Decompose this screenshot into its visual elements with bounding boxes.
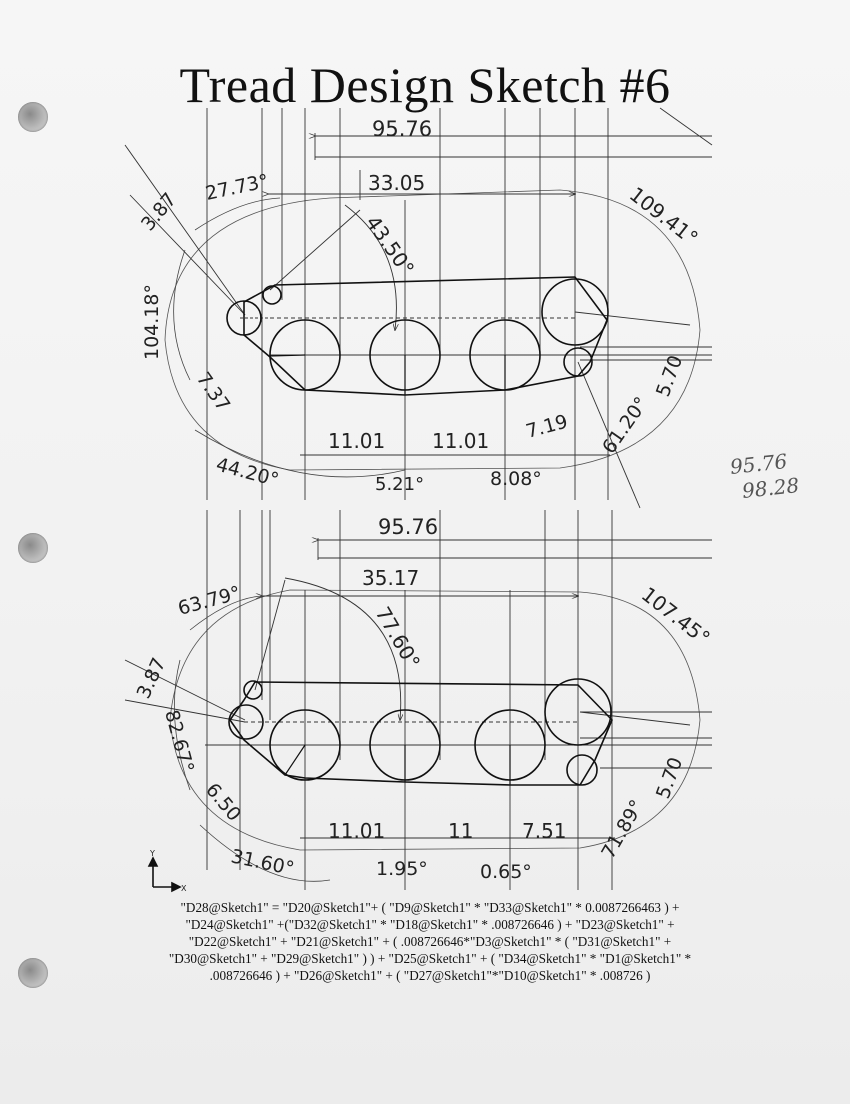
dim-top-angle-slope: 43.50° [360, 211, 420, 280]
dim-top-angle-right: 109.41° [624, 182, 703, 251]
dim-top-spacing-1: 11.01 [328, 429, 386, 453]
dim-bottom-angle-left: 82.67° [160, 707, 198, 776]
dim-bottom-angle-mid-1: 1.95° [376, 858, 428, 880]
dim-bottom-angle-right: 107.45° [636, 582, 715, 651]
dim-top-angle-mid-1: 5.21° [375, 474, 425, 495]
axis-y-label: Y [150, 849, 155, 858]
equation-line: "D28@Sketch1" = "D20@Sketch1"+ ( "D9@Sketch1" * "D33@Sketch1" * 0.0087266463 ) + [180, 900, 680, 915]
dim-top-offset-right: 7.19 [523, 410, 571, 443]
handwritten-note-2: 98.28 [740, 473, 801, 503]
dim-bottom-angle-mid-2: 0.65° [480, 861, 532, 883]
dim-top-angle-top-left: 27.73° [203, 170, 271, 205]
sketch-bottom [125, 510, 715, 893]
dim-top-span: 33.05 [368, 171, 426, 195]
dim-top-angle-left: 104.18° [141, 284, 163, 360]
dim-top-small-right: 5.70 [652, 352, 688, 400]
equation-line: "D24@Sketch1" +("D32@Sketch1" * "D18@Sketch1" * .008726646 ) + "D23@Sketch1" + [185, 917, 675, 932]
dim-bottom-spacing-2: 11 [448, 819, 474, 843]
dim-bottom-angle-bottom-right: 71.89° [597, 796, 649, 863]
handwritten-note-1: 95.76 [728, 449, 789, 479]
dim-bottom-span: 35.17 [362, 566, 420, 590]
equation-line: "D22@Sketch1" + "D21@Sketch1" + ( .008726646*"D3@Sketch1" * ( "D31@Sketch1" + [188, 934, 672, 949]
dim-bottom-angle-top-left: 63.79° [175, 582, 244, 620]
sketch-top [125, 108, 712, 508]
dim-top-offset-left: 7.37 [191, 368, 235, 416]
dim-top-spacing-2: 11.01 [432, 429, 490, 453]
dim-bottom-offset-left: 6.50 [201, 779, 246, 826]
dim-bottom-angle-slope: 77.60° [370, 602, 426, 673]
equation-line: .008726646 ) + "D26@Sketch1" + ( "D27@Sketch1"*"D10@Sketch1" * .008726 ) [209, 968, 651, 983]
page-title: Tread Design Sketch #6 [179, 57, 671, 113]
dim-bottom-small-right: 5.70 [652, 754, 688, 802]
dim-top-length: 95.76 [372, 117, 433, 141]
axis-triad-icon [149, 858, 180, 891]
dim-bottom-length: 95.76 [378, 515, 439, 539]
dim-bottom-small-left: 3.87 [132, 654, 171, 703]
axis-x-label: X [181, 884, 187, 893]
dim-top-angle-bottom-right: 61.20° [598, 392, 653, 458]
dim-top-angle-mid-2: 8.08° [490, 468, 542, 490]
equation-line: "D30@Sketch1" + "D29@Sketch1" ) ) + "D25@Sketch1" + ( "D34@Sketch1" * "D1@Sketch1" * [168, 951, 692, 966]
dim-top-small-left: 3.87 [136, 188, 182, 236]
dim-top-angle-bottom-left: 44.20° [213, 453, 282, 492]
dim-bottom-offset-right: 7.51 [522, 819, 567, 843]
dim-bottom-angle-bottom-left: 31.60° [228, 845, 297, 881]
dim-bottom-spacing-1: 11.01 [328, 819, 386, 843]
equation-block [130, 899, 730, 984]
